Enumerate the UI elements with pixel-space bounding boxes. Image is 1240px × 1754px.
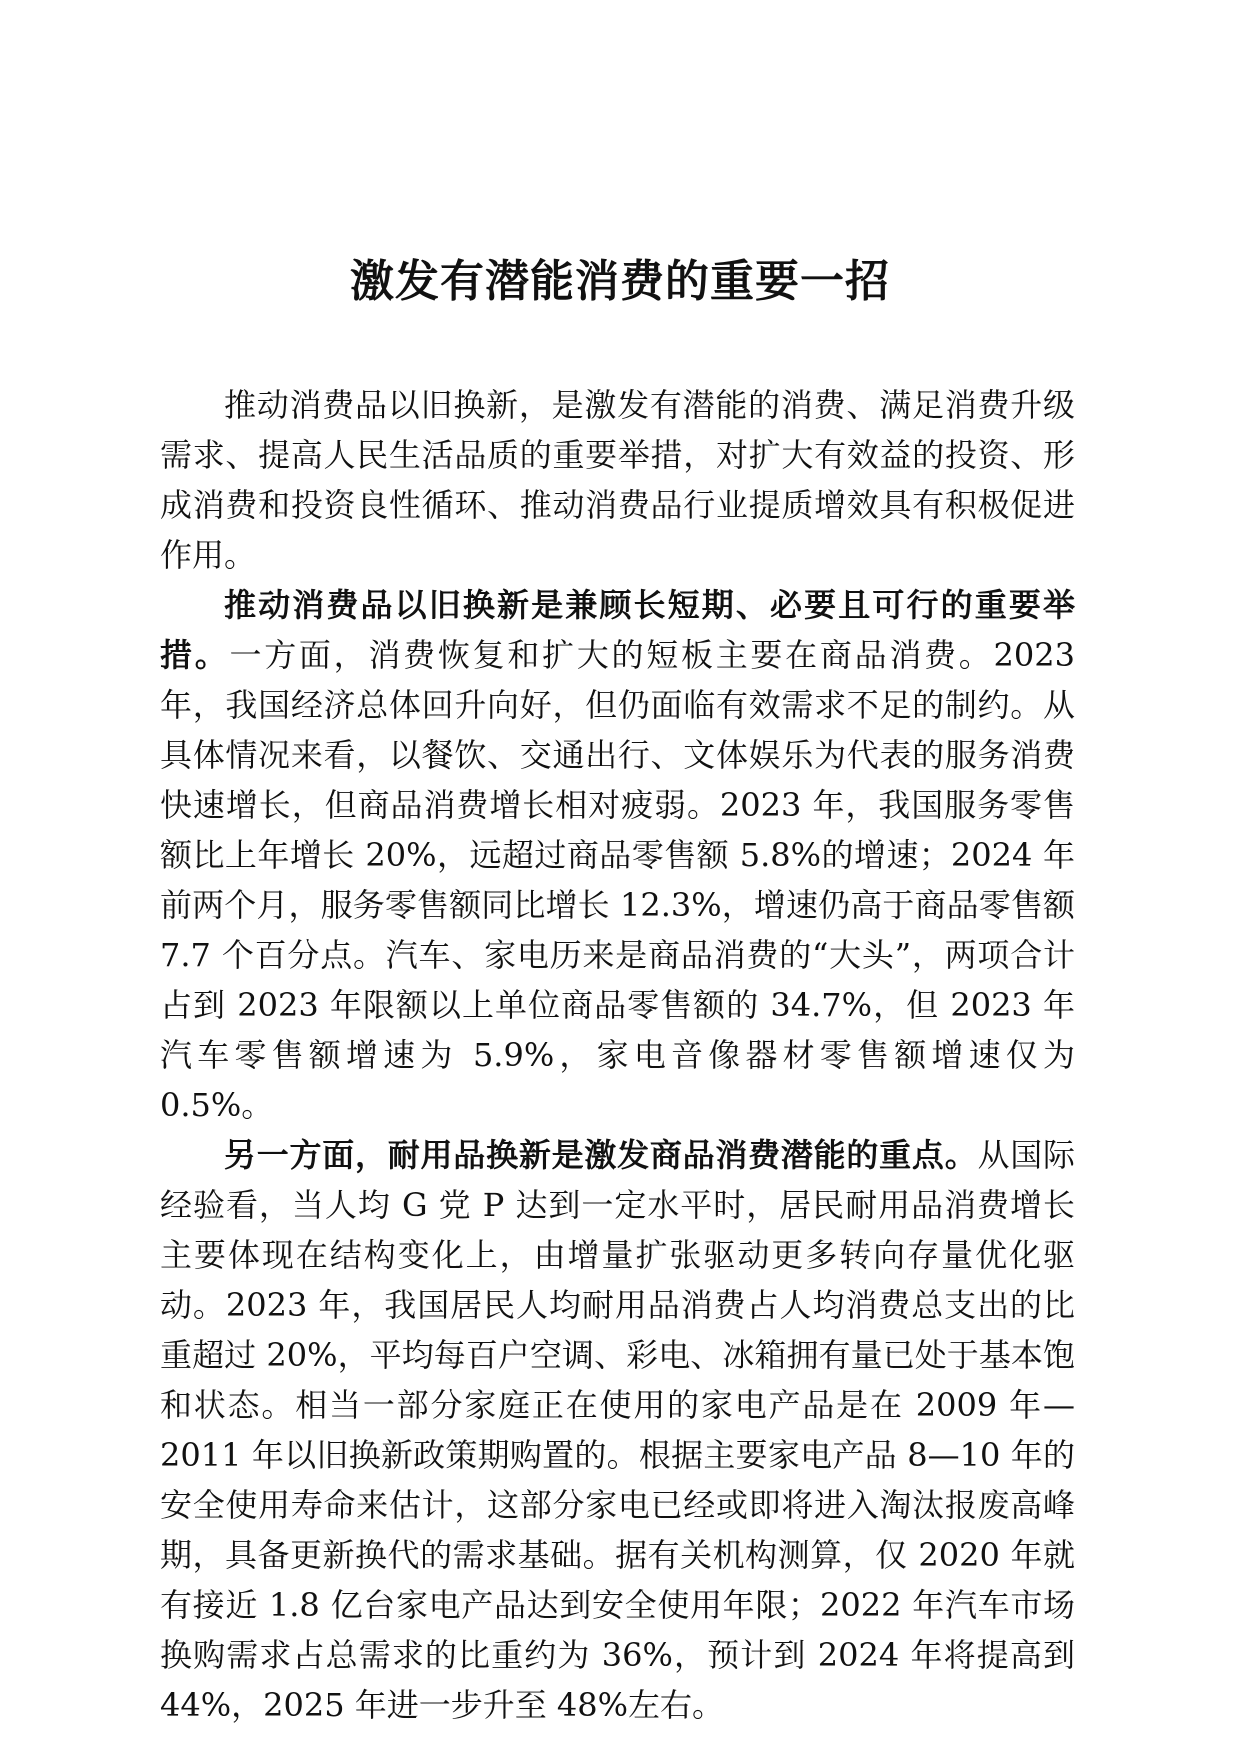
paragraph-3-text: 从国际经验看，当人均 G 党 P 达到一定水平时，居民耐用品消费增长主要体现在结构变化上，由增量扩张驱动更多转向存量优化驱动。2023 年，我国居民人均耐用品消费占人均消费总支出的比重超过 20%，平均每百户空调、彩电、冰箱拥有量已处于基本饱和状态。相当一部分家庭正在使用的家电产品是在 2009 年—2011 年以旧换新政策期购置的。根据主要家电产品 8—10 年的安全使用寿命来估计，这部分家电已经或即将进入淘汰报废高峰期，具备更新换代的需求基础。据有关机构测算，仅 2020 年就有接近 1.8 亿台家电产品达到安全使用年限；2022 年汽车市场换购需求占总需求的比重约为 36%，预计到 2024 年将提高到 44%，2025 年进一步升至 48%左右。 (160, 1136, 1075, 1724)
document-body (160, 380, 1075, 1730)
paragraph-2 (160, 580, 1075, 1130)
paragraph-2-lead: 推动消费品以旧换新是兼顾长短期、必要且可行的重要举措。 (160, 586, 1075, 674)
paragraph-1 (160, 380, 1075, 580)
paragraph-2-text: 一方面，消费恢复和扩大的短板主要在商品消费。2023 年，我国经济总体回升向好，但仍面临有效需求不足的制约。从具体情况来看，以餐饮、交通出行、文体娱乐为代表的服务消费快速增长，但商品消费增长相对疲弱。2023 年，我国服务零售额比上年增长 20%，远超过商品零售额 5.8%的增速；2024 年前两个月，服务零售额同比增长 12.3%，增速仍高于商品零售额 7.7 个百分点。汽车、家电历来是商品消费的“大头”，两项合计占到 2023 年限额以上单位商品零售额的 34.7%，但 2023 年汽车零售额增速为 5.9%，家电音像器材零售额增速仅为 0.5%。 (160, 636, 1075, 1124)
paragraph-3-lead: 另一方面，耐用品换新是激发商品消费潜能的重点。 (224, 1136, 978, 1174)
paragraph-1-text: 推动消费品以旧换新，是激发有潜能的消费、满足消费升级需求、提高人民生活品质的重要举措，对扩大有效益的投资、形成消费和投资良性循环、推动消费品行业提质增效具有积极促进作用。 (160, 386, 1075, 574)
paragraph-3 (160, 1130, 1075, 1730)
document-title: 激发有潜能消费的重要一招 (350, 256, 890, 307)
